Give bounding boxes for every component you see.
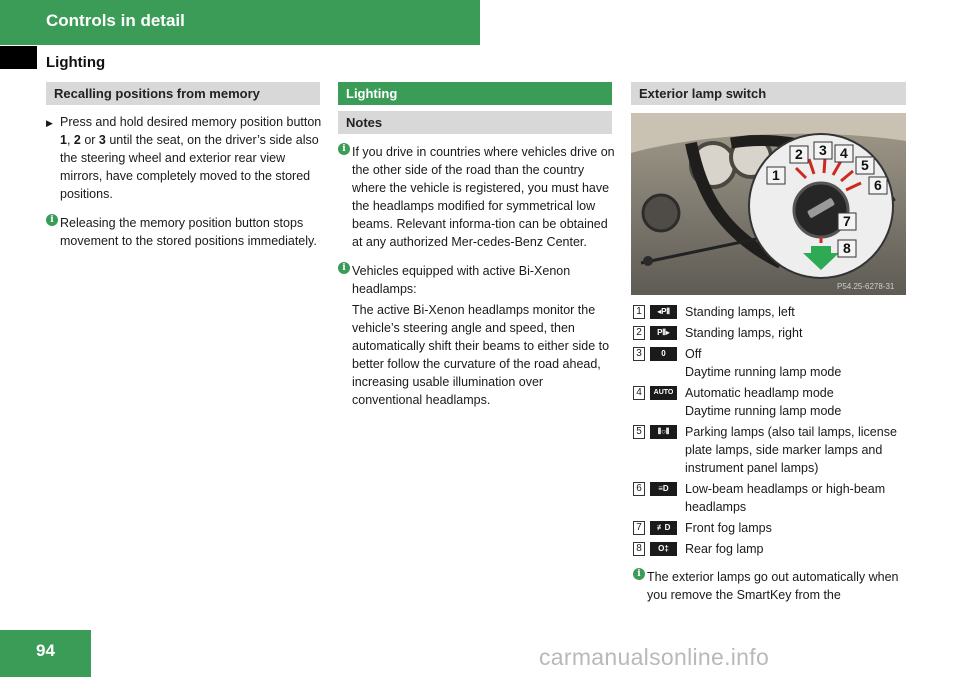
rear-fog-icon: O‡ (650, 542, 677, 556)
lighting-heading: Lighting (338, 82, 612, 105)
position-number: 4 (633, 386, 645, 400)
standing-lamps-left-icon: ◂P⦀ (650, 305, 677, 319)
memory-button-3: 3 (98, 133, 106, 147)
callout-1: 1 (772, 167, 780, 183)
position-description: Standing lamps, right (685, 326, 803, 340)
position-description: Automatic headlamp mode Daytime running lamp mode (685, 386, 842, 418)
position-description: Front fog lamps (685, 521, 772, 535)
position-number: 3 (633, 347, 645, 361)
info-icon: i (633, 568, 645, 580)
watermark: carmanualsonline.info (539, 644, 770, 670)
note-bi-xenon: i Vehicles equipped with active Bi-Xenon headlamps: (338, 262, 616, 298)
memory-button-1: 1 (60, 133, 67, 147)
memory-recall-step: ▶ Press and hold desired memory position button 1, 2 or 3 until the seat, on the driver’s side also the steering wheel and exterior rear view mirrors, have completely moved to the stored positions. (46, 115, 322, 201)
callout-2: 2 (795, 146, 803, 162)
lamp-position-item (633, 384, 913, 420)
page-number-box (0, 630, 91, 677)
chapter-tab (0, 0, 480, 45)
position-number: 1 (633, 305, 645, 319)
callout-7: 7 (843, 213, 851, 229)
callout-6: 6 (874, 177, 882, 193)
parking-lamps-icon: ⦀○⦀ (650, 425, 677, 439)
callout-5: 5 (861, 157, 869, 173)
callout-4: 4 (840, 145, 848, 161)
position-number: 8 (633, 542, 645, 556)
off-icon: 0 (650, 347, 677, 361)
exterior-lamps-note: i The exterior lamps go out automatically when you remove the SmartKey from the (633, 568, 913, 604)
lamp-position-item (633, 423, 913, 477)
step-arrow-icon: ▶ (46, 118, 53, 128)
lamp-position-item (633, 303, 913, 321)
exterior-lamp-switch-heading: Exterior lamp switch (631, 82, 906, 105)
position-number: 2 (633, 326, 645, 340)
page-number: 94 (36, 641, 55, 660)
lamp-position-item (633, 480, 913, 516)
note-bi-xenon-detail: The active Bi-Xenon headlamps monitor the vehicle’s steering angle and speed, then automatically shift their beams to either side to better follow the curvature of the road ahead, increasing usable illumination over conventional headlamps. (352, 303, 610, 407)
lamp-position-item (633, 519, 913, 537)
dashboard-photo (631, 113, 906, 295)
section-title: Lighting (46, 54, 106, 71)
position-description: Rear fog lamp (685, 542, 764, 556)
info-icon: i (338, 262, 350, 274)
lamp-switch-illustration (631, 113, 906, 295)
front-fog-icon: ≢D (650, 521, 677, 535)
position-description: Standing lamps, left (685, 305, 795, 319)
memory-recall-note: i Releasing the memory position button stops movement to the stored positions immediately. (46, 214, 324, 250)
position-number: 6 (633, 482, 645, 496)
notes-heading: Notes (338, 111, 612, 134)
left-column (46, 113, 324, 250)
position-description: Low-beam headlamps or high-beam headlamps (685, 482, 886, 514)
info-icon: i (46, 214, 58, 226)
position-description: Parking lamps (also tail lamps, license plate lamps, side marker lamps and instrument panel lamps) (685, 425, 897, 475)
callout-8: 8 (843, 240, 851, 256)
info-icon: i (338, 143, 350, 155)
position-number: 5 (633, 425, 645, 439)
memory-button-2: 2 (73, 133, 81, 147)
section-marker (0, 46, 37, 69)
standing-lamps-right-icon: P⦀▸ (650, 326, 677, 340)
chapter-title: Controls in detail (46, 11, 185, 30)
lamp-position-item (633, 345, 913, 381)
memory-recall-heading: Recalling positions from memory (46, 82, 320, 105)
note-headlamp-modification: i If you drive in countries where vehicles drive on the other side of the road than the country where the vehicle is registered, you must have the headlamps modified for symmetrical low beams. Relevant informa-tion can be obtained at any authorized Mer-cedes-Benz Center. (338, 143, 616, 251)
low-beam-icon: ≡D (650, 482, 677, 496)
auto-icon: AUTO (650, 386, 677, 400)
lamp-positions-list (633, 303, 913, 561)
lamp-position-item (633, 540, 913, 558)
position-number: 7 (633, 521, 645, 535)
callout-3: 3 (819, 142, 827, 158)
middle-column (338, 143, 616, 409)
photo-code: P54.25-6278-31 (837, 282, 895, 291)
lamp-position-item (633, 324, 913, 342)
position-description: Off Daytime running lamp mode (685, 347, 842, 379)
